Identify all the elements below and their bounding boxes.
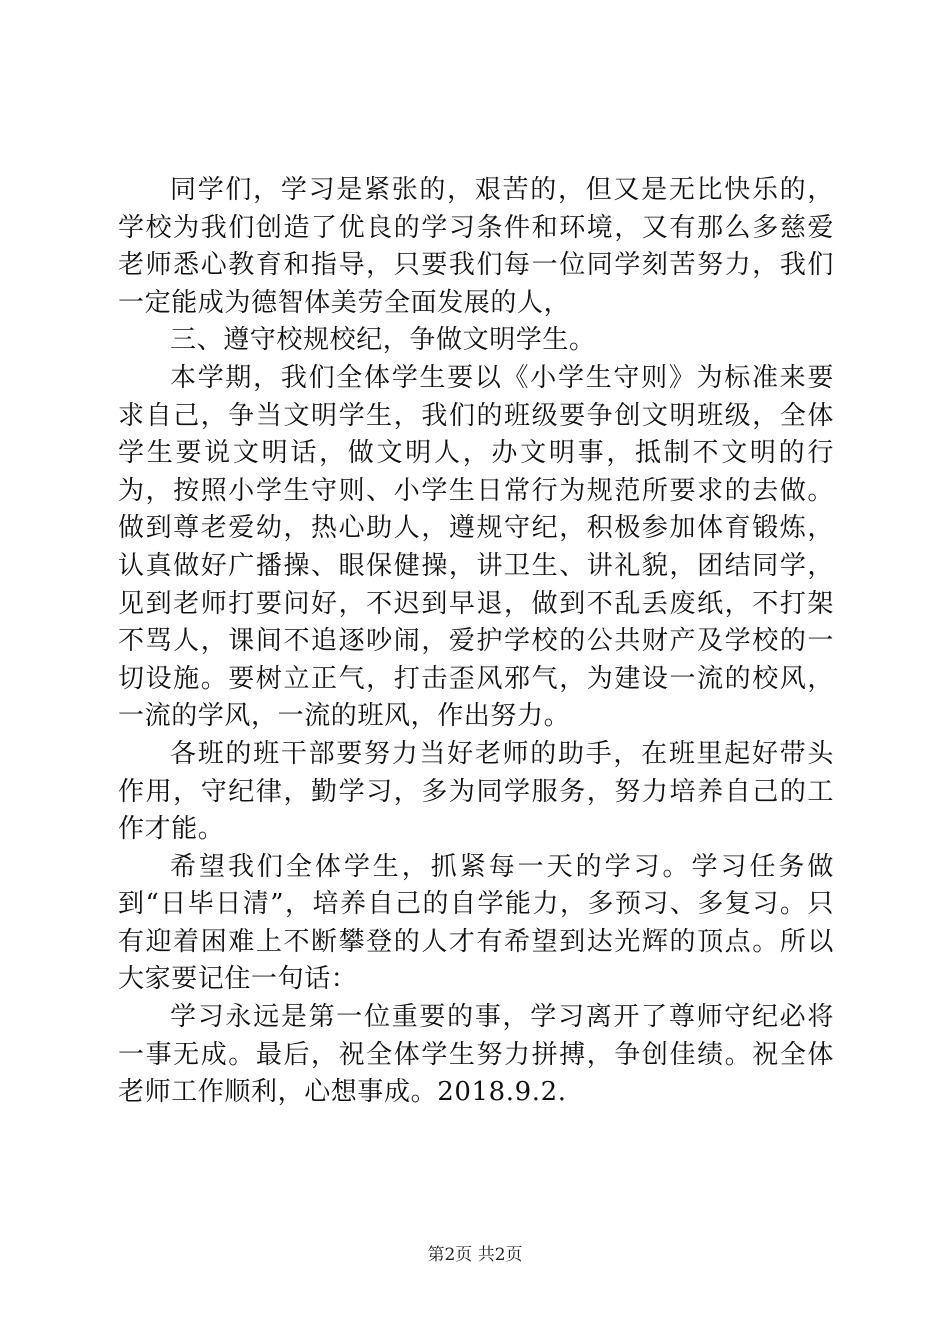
paragraph-study-encouragement: 同学们，学习是紧张的，艰苦的，但又是无比快乐的，学校为我们创造了优良的学习条件和环境，又有那么多慈爱老师悉心教育和指导，只要我们每一位同学刻苦努力，我们一定能成为德智体美劳全面发展的人， (118, 175, 834, 318)
page-footer: 第2页 共2页 (427, 1245, 523, 1265)
paragraph-study-hopes: 希望我们全体学生，抓紧每一天的学习。学习任务做到“日毕日清”，培养自己的自学能力，多预习、多复习。只有迎着困难上不断攀登的人才有希望到达光辉的顶点。所以大家要记住一句话： (118, 851, 834, 995)
document-body (118, 172, 834, 1112)
paragraph-civilized-students: 本学期，我们全体学生要以《小学生守则》为标准来要求自己，争当文明学生，我们的班级要争创文明班级，全体学生要说文明话，做文明人，办文明事，抵制不文明的行为，按照小学生守则、小学生日常行为规范所要求的去做。做到尊老爱幼，热心助人，遵规守纪，积极参加体育锻炼，认真做好广播操、眼保健操，讲卫生、讲礼貌，团结同学，见到老师打要问好，不迟到早退，做到不乱丢废纸，不打架不骂人，课间不追逐吵闹，爱护学校的公共财产及学校的一切设施。要树立正气，打击歪风邪气，为建设一流的校风，一流的学风，一流的班风，作出努力。 (118, 362, 834, 732)
section-heading-rules: 三、遵守校规校纪，争做文明学生。 (170, 325, 596, 356)
paragraph-closing: 学习永远是第一位重要的事，学习离开了尊师守纪必将一事无成。最后，祝全体学生努力拼搏，争创佳绩。祝全体老师工作顺利，心想事成。2018.9.2. (118, 1002, 834, 1108)
paragraph-class-cadres: 各班的班干部要努力当好老师的助手，在班里起好带头作用，守纪律，勤学习，多为同学服务，努力培养自己的工作才能。 (118, 738, 834, 845)
